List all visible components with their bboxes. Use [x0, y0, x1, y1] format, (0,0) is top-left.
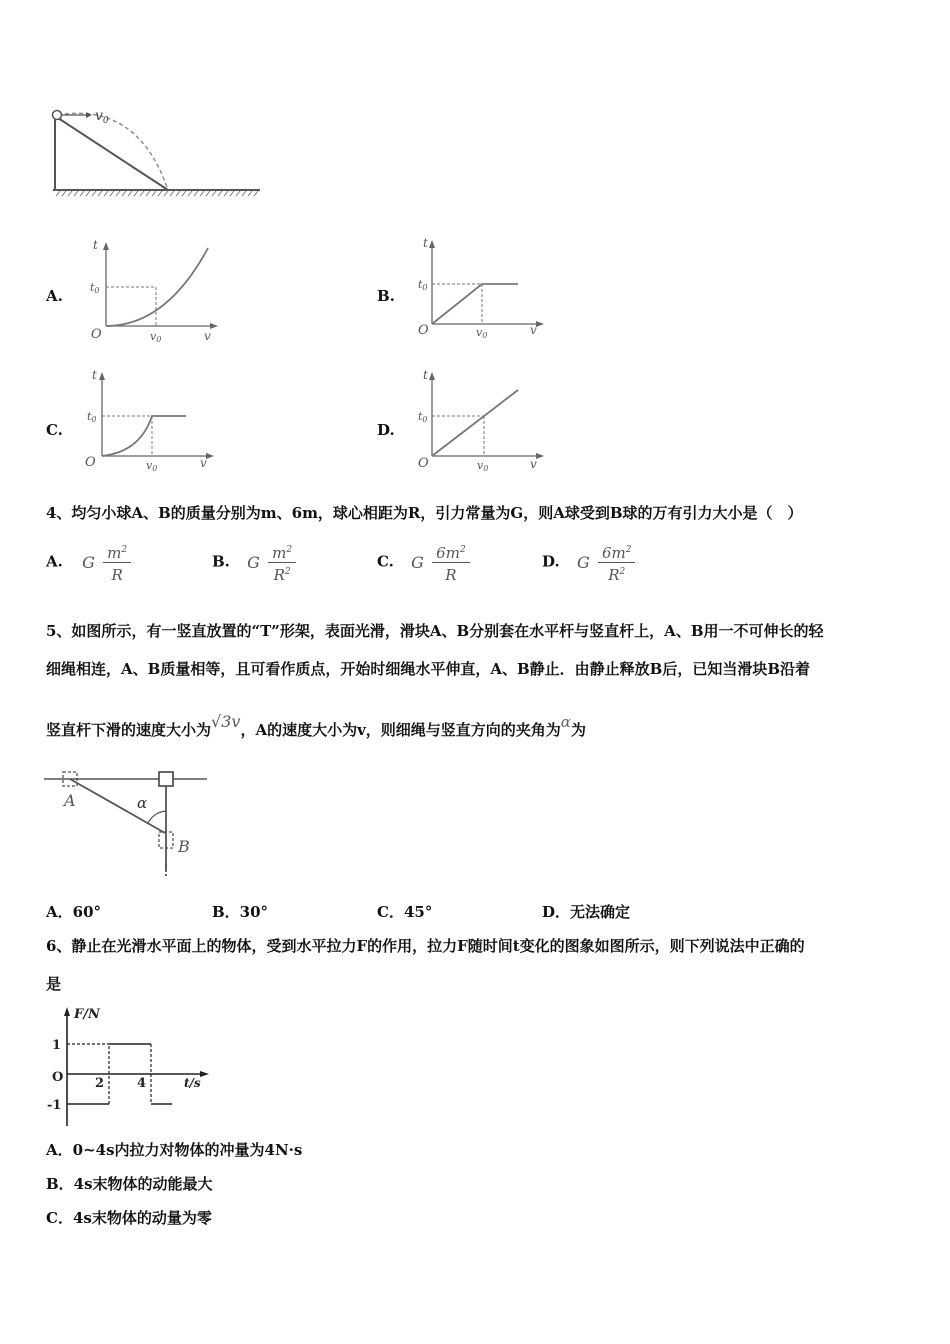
q3-option-d-label: D. [377, 421, 395, 439]
svg-text:t0: t0 [87, 410, 97, 424]
graph-c [82, 366, 217, 476]
q5-stem-line1: 5、如图所示，有一竖直放置的“T”形架，表面光滑，滑块A、B分别套在水平杆与竖直杆上，A、B用一不可伸长的轻 [46, 622, 824, 640]
svg-text:O: O [418, 323, 429, 338]
svg-text:t: t [93, 238, 98, 252]
q4-stem: 4、均匀小球A、B的质量分别为m、6m，球心相距为R，引力常量为G，则A球受到B球的万有引力大小是（ ） [46, 504, 803, 522]
q3-option-a-label: A. [46, 287, 63, 305]
q5-option-d: D．无法确定 [542, 903, 631, 921]
v0-label: $v_0$ [95, 108, 109, 126]
force-time-chart [44, 1004, 210, 1128]
svg-text:t: t [423, 236, 428, 250]
q6-option-b: B．4s末物体的动能最大 [46, 1175, 213, 1193]
graph-b [412, 234, 547, 344]
chart-y-axis-arrow [64, 1007, 70, 1016]
q6-stem-line1: 6、静止在光滑水平面上的物体，受到水平拉力F的作用，拉力F随时间t变化的图象如图所示，则下列说法中正确的 [46, 937, 805, 955]
svg-text:v: v [530, 323, 537, 337]
svg-text:O: O [85, 455, 96, 470]
svg-text:t0: t0 [418, 410, 428, 424]
chart-xtick-2: 2 [95, 1076, 105, 1091]
q6-stem-line2: 是 [46, 975, 62, 993]
svg-text:t0: t0 [90, 281, 100, 295]
q5-option-c: C．45° [377, 903, 433, 921]
q3-option-c-label: C. [46, 421, 63, 439]
svg-text:O: O [418, 456, 429, 471]
q4-option-c: C. G $\frac{6m^2}{R}$ [377, 541, 470, 584]
svg-text:O: O [91, 327, 102, 342]
chart-xlabel: t/s [184, 1076, 201, 1090]
q3-option-b-label: B. [377, 287, 395, 305]
svg-text:t0: t0 [418, 278, 428, 292]
q4-option-d: D. G $\frac{6m^2}{R^2}$ [542, 541, 635, 584]
t-frame-figure [44, 766, 210, 878]
svg-text:B: B [178, 837, 190, 856]
q5-stem-line3: 竖直杆下滑的速度大小为√3v，A的速度大小为v，则细绳与竖直方向的夹角为α为 [46, 712, 586, 739]
q5-option-b: B．30° [212, 903, 269, 921]
svg-text:v: v [204, 329, 211, 343]
svg-text:α: α [137, 794, 148, 812]
chart-ylabel: F/N [74, 1007, 100, 1022]
q5-stem-line2: 细绳相连，A、B质量相等，且可看作质点，开始时细绳水平伸直，A、B静止．由静止释放B后，已知当滑块B沿着 [46, 660, 810, 678]
graph-d [412, 366, 547, 476]
chart-xtick-4: 4 [137, 1076, 147, 1091]
chart-ytick-neg1: -1 [47, 1098, 62, 1113]
q4-option-a: A. G $\frac{m^2}{R}$ [46, 541, 131, 584]
projectile-incline-figure [48, 104, 263, 200]
t-frame-top-block [159, 772, 173, 786]
svg-text:v0: v0 [476, 326, 488, 340]
q4-option-b: B. G $\frac{m^2}{R^2}$ [212, 541, 296, 584]
chart-ytick-1: 1 [52, 1038, 62, 1053]
svg-text:t: t [92, 368, 97, 382]
chart-origin: O [52, 1070, 64, 1085]
q5-option-a: A．60° [46, 903, 102, 921]
svg-text:v0: v0 [477, 459, 489, 473]
svg-text:A: A [64, 791, 76, 810]
svg-text:t: t [423, 368, 428, 382]
chart-x-axis-arrow [200, 1071, 209, 1077]
svg-text:v: v [530, 457, 537, 471]
svg-text:v: v [200, 456, 207, 470]
svg-text:v0: v0 [150, 330, 162, 344]
graph-a [86, 236, 221, 346]
q6-option-c: C．4s末物体的动量为零 [46, 1209, 212, 1227]
svg-text:v0: v0 [146, 459, 158, 473]
q6-option-a: A．0~4s内拉力对物体的冲量为4N·s [46, 1141, 303, 1159]
ball-icon [53, 111, 62, 120]
